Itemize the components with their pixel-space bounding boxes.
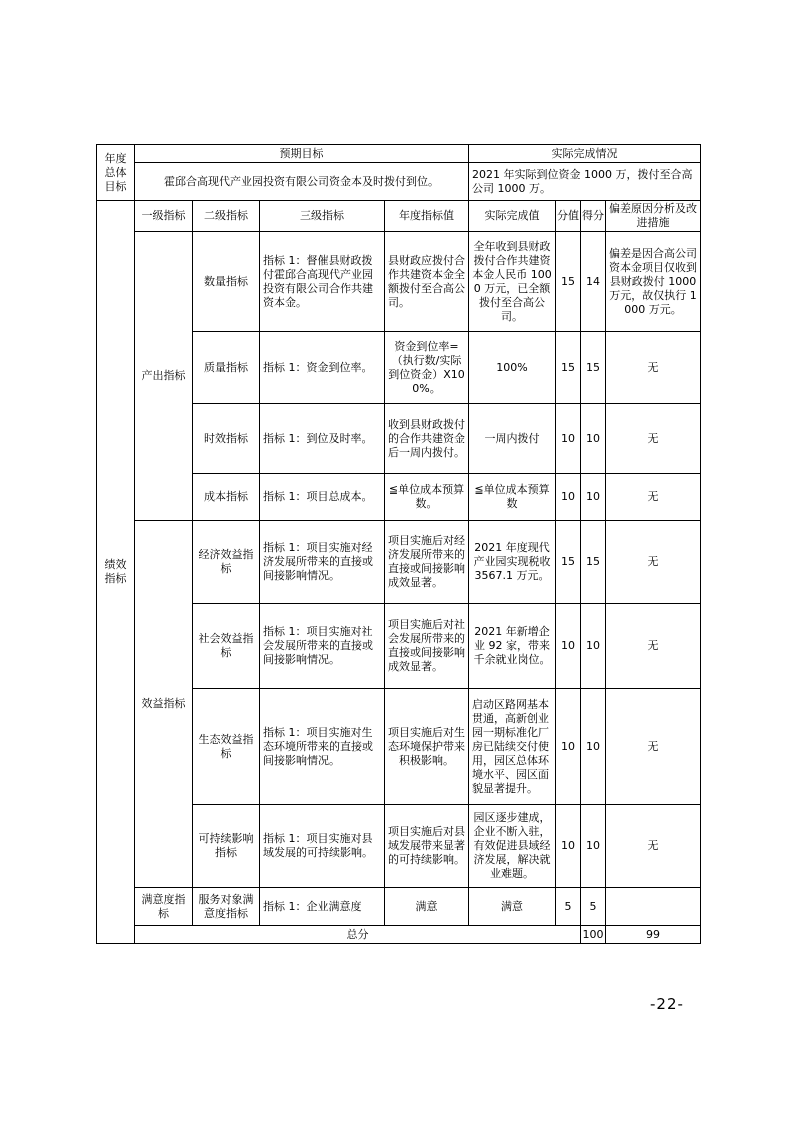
row-level2: 生态效益指标 — [193, 689, 260, 805]
column-header-row — [97, 201, 701, 232]
row-score-got: 10 — [581, 604, 606, 689]
col-score-got: 得分 — [581, 201, 606, 232]
row-deviation: 无 — [606, 404, 701, 474]
page-number: -22- — [650, 995, 684, 1013]
annual-goal-label: 年度总体目标 — [97, 145, 135, 201]
row-deviation: 偏差是因合高公司资本金项目仅收到县财政拨付 1000 万元，故仅执行 1000 万元。 — [606, 232, 701, 332]
performance-indicators-label: 绩效指标 — [97, 201, 135, 944]
row-target: ≦单位成本预算数。 — [385, 474, 469, 521]
row-target: 项目实施后对经济发展所带来的直接或间接影响成效显著。 — [385, 521, 469, 604]
row-deviation — [606, 888, 701, 926]
goal-header-row — [97, 145, 701, 163]
row-level2: 质量指标 — [193, 332, 260, 404]
row-actual: 2021 年新增企业 92 家，带来千余就业岗位。 — [469, 604, 556, 689]
actual-completion-label: 实际完成情况 — [469, 145, 701, 163]
row-score-got: 15 — [581, 521, 606, 604]
row-target: 县财政应拨付合作共建资本金全额拨付至合高公司。 — [385, 232, 469, 332]
row-level3: 指标 1：项目实施对社会发展所带来的直接或间接影响情况。 — [260, 604, 385, 689]
col-level2: 二级指标 — [193, 201, 260, 232]
row-deviation: 无 — [606, 332, 701, 404]
expected-goal-text: 霍邱合高现代产业园投资有限公司资金本及时拨付到位。 — [135, 163, 469, 201]
row-score-value: 10 — [556, 805, 581, 888]
row-score-got: 14 — [581, 232, 606, 332]
row-level2: 经济效益指标 — [193, 521, 260, 604]
row-level3: 指标 1：到位及时率。 — [260, 404, 385, 474]
row-deviation: 无 — [606, 604, 701, 689]
row-actual: ≦单位成本预算数 — [469, 474, 556, 521]
actual-completion-text: 2021 年实际到位资金 1000 万，拨付至合高公司 1000 万。 — [469, 163, 701, 201]
row-score-value: 15 — [556, 332, 581, 404]
row-actual: 满意 — [469, 888, 556, 926]
row-deviation: 无 — [606, 474, 701, 521]
row-level3: 指标 1：督催县财政拨付霍邱合高现代产业园投资有限公司合作共建资本金。 — [260, 232, 385, 332]
col-deviation: 偏差原因分析及改进措施 — [606, 201, 701, 232]
col-score-value: 分值 — [556, 201, 581, 232]
row-level3: 指标 1：项目实施对经济发展所带来的直接或间接影响情况。 — [260, 521, 385, 604]
row-score-value: 15 — [556, 232, 581, 332]
row-level3: 指标 1：项目总成本。 — [260, 474, 385, 521]
row-actual: 100% — [469, 332, 556, 404]
row-level2: 数量指标 — [193, 232, 260, 332]
row-score-got: 15 — [581, 332, 606, 404]
row-level3: 指标 1：企业满意度 — [260, 888, 385, 926]
group-benefit: 效益指标 — [135, 521, 193, 888]
row-score-got: 10 — [581, 474, 606, 521]
col-annual-target: 年度指标值 — [385, 201, 469, 232]
row-target: 收到县财政拨付的合作共建资金后一周内拨付。 — [385, 404, 469, 474]
row-deviation: 无 — [606, 805, 701, 888]
col-actual: 实际完成值 — [469, 201, 556, 232]
row-level2: 社会效益指标 — [193, 604, 260, 689]
row-actual: 全年收到县财政拨付合作共建资本金人民币 1000 万元，已全额拨付至合高公司。 — [469, 232, 556, 332]
row-score-got: 10 — [581, 805, 606, 888]
row-score-value: 10 — [556, 404, 581, 474]
expected-goal-label: 预期目标 — [135, 145, 469, 163]
row-score-value: 10 — [556, 604, 581, 689]
row-actual: 园区逐步建成，企业不断入驻，有效促进县域经济发展，解决就业难题。 — [469, 805, 556, 888]
row-level2: 可持续影响指标 — [193, 805, 260, 888]
row-actual: 2021 年度现代产业园实现税收 3567.1 万元。 — [469, 521, 556, 604]
row-score-value: 15 — [556, 521, 581, 604]
goal-content-row — [97, 163, 701, 201]
row-level2: 服务对象满意度指标 — [193, 888, 260, 926]
group-satisfaction: 满意度指标 — [135, 888, 193, 926]
row-score-got: 10 — [581, 689, 606, 805]
row-level3: 指标 1：资金到位率。 — [260, 332, 385, 404]
row-score-got: 5 — [581, 888, 606, 926]
row-target: 资金到位率=（执行数/实际到位资金）X100%。 — [385, 332, 469, 404]
table-row — [97, 888, 701, 926]
row-target: 满意 — [385, 888, 469, 926]
col-level1: 一级指标 — [135, 201, 193, 232]
row-score-value: 10 — [556, 689, 581, 805]
row-deviation: 无 — [606, 521, 701, 604]
total-score-value: 100 — [581, 926, 606, 944]
performance-table — [96, 144, 701, 944]
row-target: 项目实施后对县域发展带来显著的可持续影响。 — [385, 805, 469, 888]
table-row — [97, 521, 701, 604]
total-row — [97, 926, 701, 944]
row-actual: 启动区路网基本贯通，高新创业园一期标准化厂房已陆续交付使用，园区总体环境水平、园区面貌显著提升。 — [469, 689, 556, 805]
group-output: 产出指标 — [135, 232, 193, 521]
row-score-value: 10 — [556, 474, 581, 521]
row-deviation: 无 — [606, 689, 701, 805]
row-target: 项目实施后对社会发展所带来的直接或间接影响成效显著。 — [385, 604, 469, 689]
total-score-got: 99 — [606, 926, 701, 944]
row-level3: 指标 1：项目实施对县域发展的可持续影响。 — [260, 805, 385, 888]
row-level2: 成本指标 — [193, 474, 260, 521]
row-score-got: 10 — [581, 404, 606, 474]
row-level2: 时效指标 — [193, 404, 260, 474]
total-label: 总分 — [135, 926, 581, 944]
row-level3: 指标 1：项目实施对生态环境所带来的直接或间接影响情况。 — [260, 689, 385, 805]
row-score-value: 5 — [556, 888, 581, 926]
row-actual: 一周内拨付 — [469, 404, 556, 474]
row-target: 项目实施后对生态环境保护带来积极影响。 — [385, 689, 469, 805]
table-row — [97, 232, 701, 332]
col-level3: 三级指标 — [260, 201, 385, 232]
